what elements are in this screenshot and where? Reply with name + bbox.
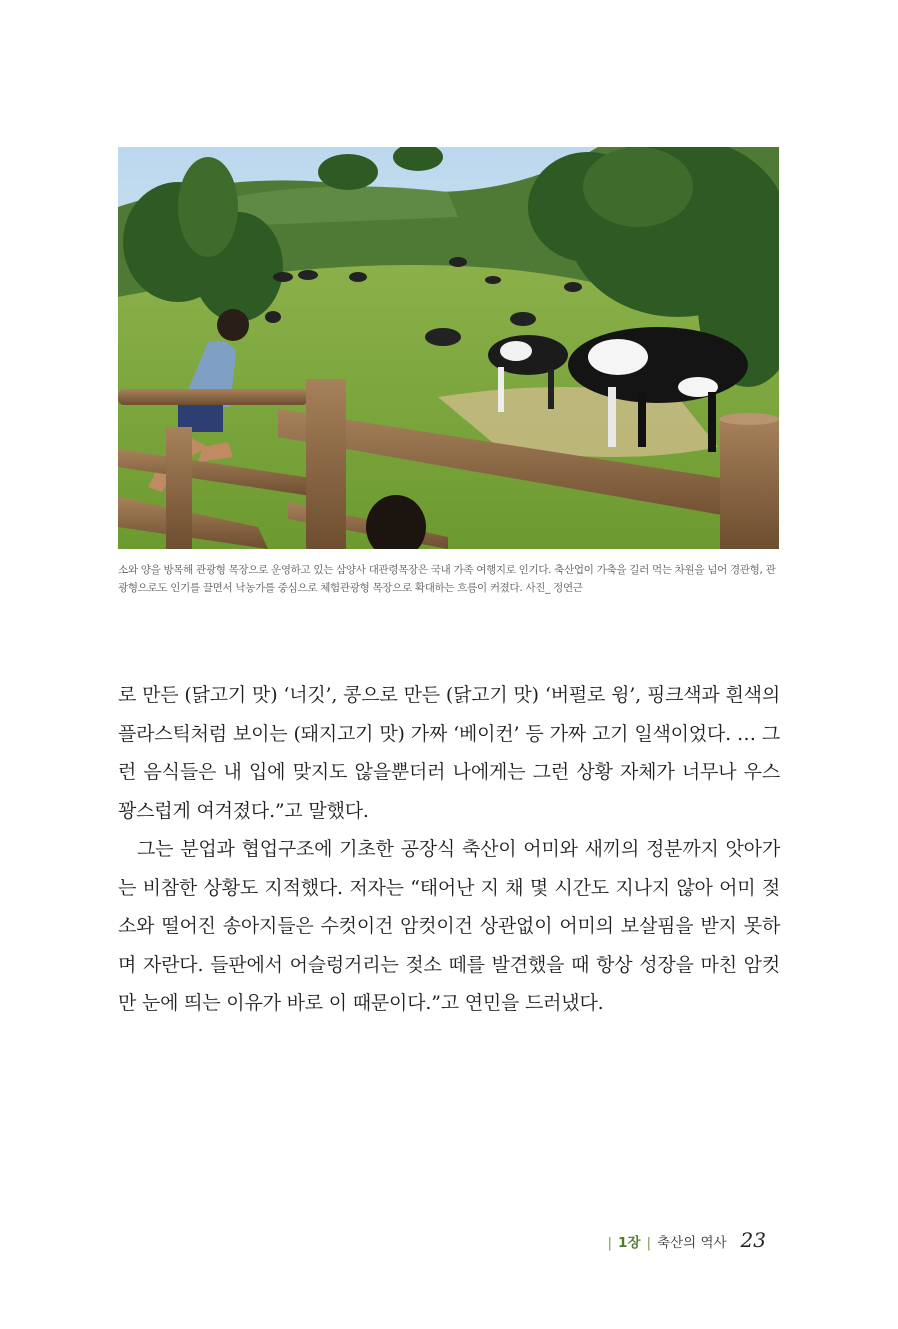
divider: | — [607, 1235, 613, 1251]
page-number: 23 — [740, 1228, 766, 1252]
section-title: 축산의 역사 — [657, 1235, 727, 1251]
paragraph: 로 만든 (닭고기 맛) ‘너깃’, 콩으로 만든 (닭고기 맛) ‘버펄로 윙’, 핑크색과 흰색의 플라스틱처럼 보이는 (돼지고기 맛) 가짜 ‘베이컨’ 등 가짜 고기 일색이었다. … 그런 음식들은 내 입에 맞지도 않을뿐더러 나에게는 그런 상황 자체가 너무나 우스꽝스럽게 여겨졌다.”고 말했다. — [118, 684, 780, 822]
body-text — [118, 676, 780, 1023]
ranch-photo — [118, 147, 779, 549]
paragraph: 그는 분업과 협업구조에 기초한 공장식 축산이 어미와 새끼의 정분까지 앗아가는 비참한 상황도 지적했다. 저자는 “태어난 지 채 몇 시간도 지나지 않아 어미 젖소와 떨어진 송아지들은 수컷이건 암컷이건 상관없이 어미의 보살핌을 받지 못하며 자란다. 들판에서 어슬렁거리는 젖소 떼를 발견했을 때 항상 성장을 마친 암컷만 눈에 띄는 이유가 바로 이 때문이다.”고 연민을 드러냈다. — [118, 838, 780, 1014]
page-footer — [607, 1228, 766, 1252]
chapter-label: 1장 — [618, 1235, 641, 1251]
divider: | — [646, 1235, 652, 1251]
photo-caption: 소와 양을 방목해 관광형 목장으로 운영하고 있는 삼양사 대관령목장은 국내 가족 여행지로 인기다. 축산업이 가축을 길러 먹는 차원을 넘어 경관형, 관광형으로도 인기를 끌면서 낙농가를 중심으로 체험관광형 목장으로 확대하는 흐름이 커졌다. 사진_ 정연근 — [118, 564, 776, 594]
